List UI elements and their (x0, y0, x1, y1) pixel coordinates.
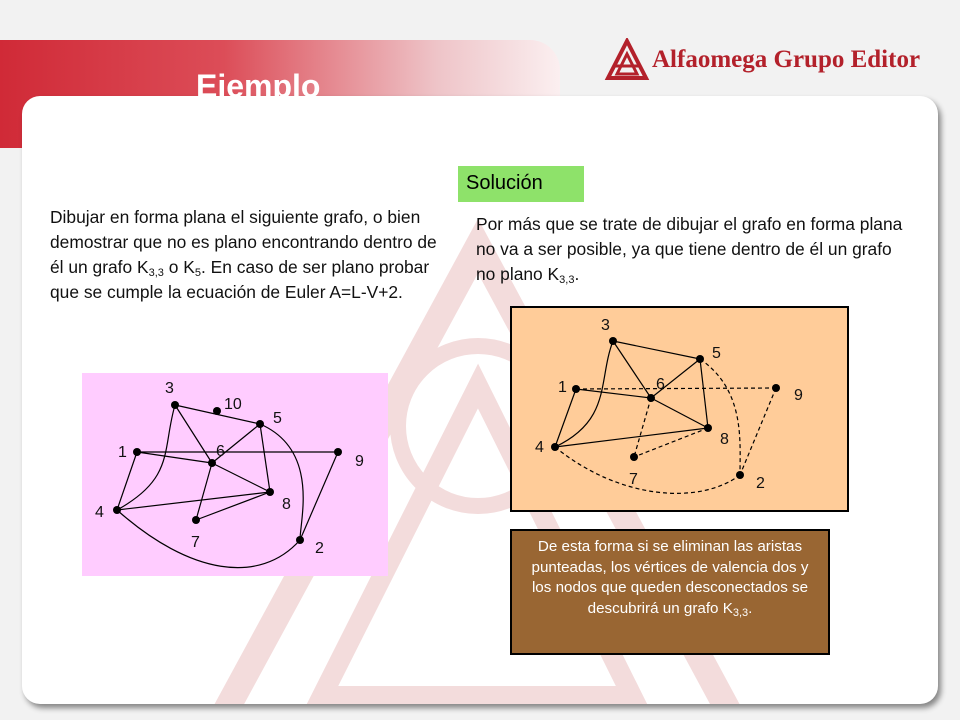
node-7 (192, 516, 200, 524)
label-1: 1 (558, 379, 567, 396)
edge-5-2 (260, 424, 303, 540)
label-5: 5 (273, 410, 282, 427)
edge-5-8 (260, 424, 270, 492)
node-1 (572, 385, 580, 393)
edge-6-8 (651, 398, 708, 428)
label-8: 8 (282, 496, 291, 513)
edge-6-7 (196, 463, 212, 520)
conclusion-box: De esta forma si se eliminan las aristas punteadas, los vértices de valencia dos y los nodos que queden desconectados se descubrirá un grafo $K_{3,3}$. (510, 529, 830, 655)
node-7 (630, 453, 638, 461)
label-4: 4 (535, 439, 544, 456)
edge-4-2 (555, 447, 740, 493)
edge-5-2 (700, 359, 740, 475)
problem-statement: Dibujar en forma plana el siguiente grafo, o bien demostrar que no es plano encontrando dentro de él un grafo $K_{3,3}$ o $K_5$. En caso de ser plano probar que se cumple la ecuación de Euler A=L-V+2. (50, 207, 437, 302)
edge-1-9 (576, 388, 776, 389)
edge-4-2 (117, 510, 300, 568)
label-7: 7 (629, 471, 638, 488)
label-7: 7 (191, 534, 200, 551)
edge-6-8 (212, 463, 270, 492)
node-2 (296, 536, 304, 544)
label-3: 3 (165, 380, 174, 397)
node-4 (551, 443, 559, 451)
edge-3-5 (613, 341, 700, 359)
label-2: 2 (315, 540, 324, 557)
label-8: 8 (720, 431, 729, 448)
logo-text: Alfaomega Grupo Editor (652, 46, 921, 73)
label-1: 1 (118, 444, 127, 461)
node-3 (171, 401, 179, 409)
edge-5-8 (700, 359, 708, 428)
label-3: 3 (601, 317, 610, 334)
node-5 (696, 355, 704, 363)
node-6 (208, 459, 216, 467)
edge-1-6 (137, 452, 212, 463)
node-10 (213, 407, 221, 415)
node-4 (113, 506, 121, 514)
label-9: 9 (794, 387, 803, 404)
node-9 (334, 448, 342, 456)
label-2: 2 (756, 475, 765, 492)
node-2 (736, 471, 744, 479)
solution-text: Por más que se trate de dibujar el grafo en forma plana no va a ser posible, ya que tiene dentro de él un grafo no plano $K_{3,3}$. (476, 214, 903, 286)
label-6: 6 (216, 443, 225, 460)
label-9: 9 (355, 453, 364, 470)
right-graph-nodes (551, 337, 780, 479)
node-8 (704, 424, 712, 432)
edge-1-6 (576, 389, 651, 398)
label-5: 5 (712, 345, 721, 362)
left-graph-edges (117, 405, 338, 568)
right-graph-solid-edges (555, 341, 708, 447)
label-4: 4 (95, 504, 104, 521)
edge-3-6 (613, 341, 651, 398)
edge-9-2 (300, 452, 338, 540)
solution-badge: Solución (458, 166, 584, 202)
node-9 (772, 384, 780, 392)
node-8 (266, 488, 274, 496)
edge-6-7 (634, 398, 651, 457)
node-3 (609, 337, 617, 345)
edge-9-2 (740, 388, 776, 475)
label-6: 6 (656, 376, 665, 393)
edge-1-4 (555, 389, 576, 447)
label-10: 10 (224, 396, 242, 413)
node-5 (256, 420, 264, 428)
page-title: Ejemplo (196, 68, 321, 104)
node-6 (647, 394, 655, 402)
edge-3-6 (175, 405, 212, 463)
node-1 (133, 448, 141, 456)
